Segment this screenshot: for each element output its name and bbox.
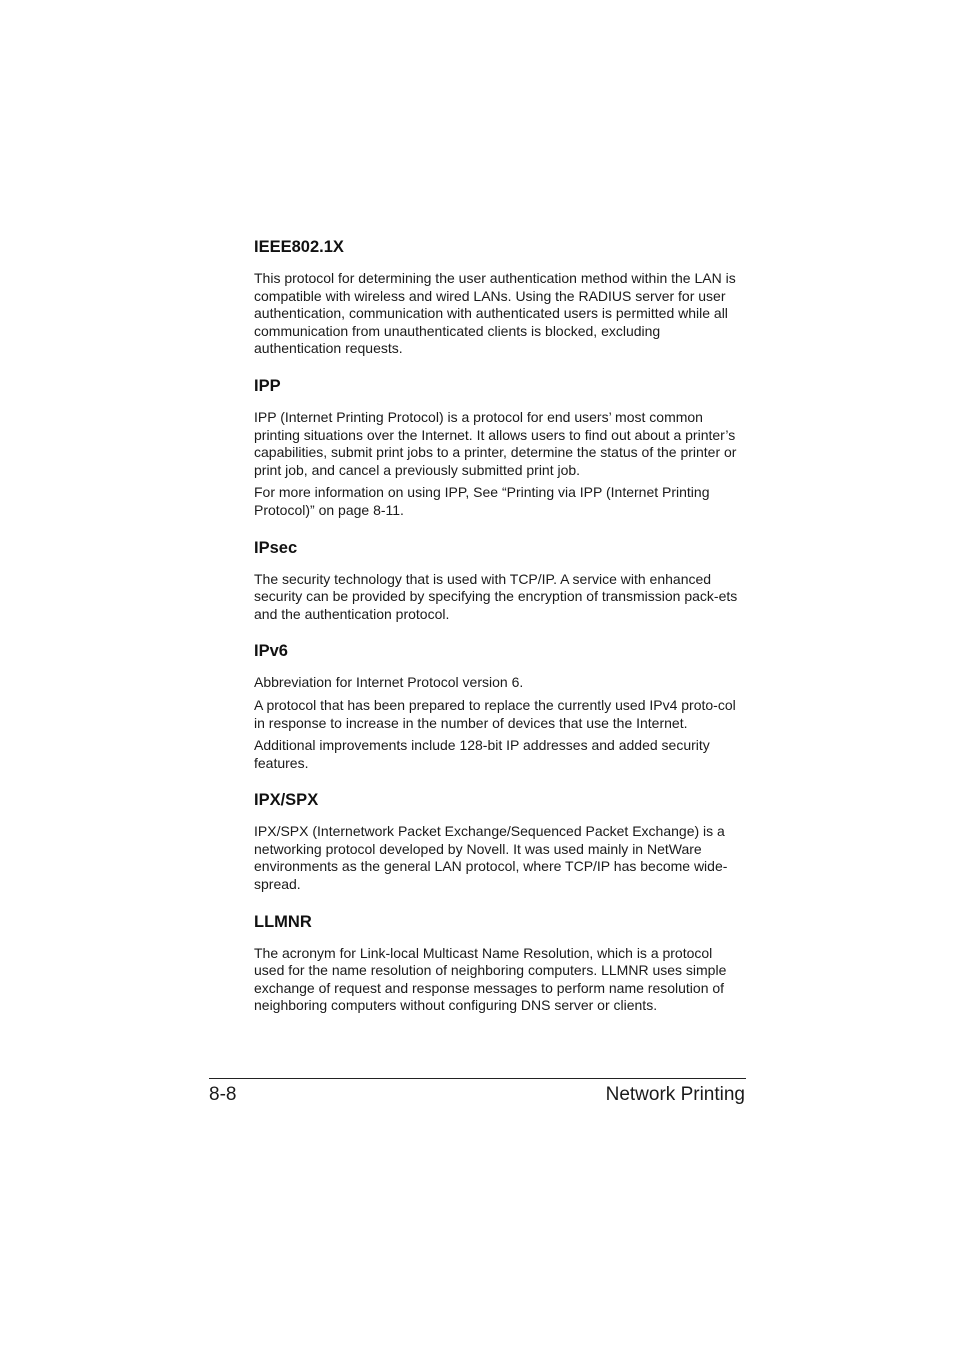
section-heading: IPP bbox=[254, 376, 281, 395]
section-heading: LLMNR bbox=[254, 912, 312, 931]
section-llmnr bbox=[254, 911, 746, 1015]
section-ipp bbox=[254, 375, 746, 520]
page-number: 8-8 bbox=[209, 1084, 237, 1105]
section-heading: IEEE802.1X bbox=[254, 238, 344, 256]
section-heading: IPv6 bbox=[254, 642, 288, 661]
section-ieee8021x bbox=[254, 236, 746, 358]
section-ipx-spx bbox=[254, 789, 746, 893]
section-ipv6 bbox=[254, 640, 746, 772]
section-paragraph: IPX/SPX (Internetwork Packet Exchange/Sequenced Packet Exchange) is a networking protocol developed by Novell. It was used mainly in NetWare environments as the general LAN protocol, where TCP/IP has become wide-spread. bbox=[254, 823, 728, 893]
chapter-title: Network Printing bbox=[605, 1084, 745, 1105]
section-paragraph: A protocol that has been prepared to replace the currently used IPv4 proto-col in response to increase in the number of devices that use the Internet. bbox=[254, 696, 736, 731]
glossary-content bbox=[254, 236, 746, 1032]
section-paragraph: Additional improvements include 128-bit IP addresses and added security features. bbox=[254, 737, 710, 771]
section-paragraph: This protocol for determining the user authentication method within the LAN is compatible with wireless and wired LANs. Using the RADIUS server for user authentication, communication with authenticated users is permitted while all communication from unauthenticated clients is blocked, excluding authentication requests. bbox=[254, 270, 736, 357]
section-heading: IPX/SPX bbox=[254, 791, 319, 810]
section-paragraph: Abbreviation for Internet Protocol version 6. bbox=[254, 674, 524, 691]
section-heading: IPsec bbox=[254, 538, 298, 557]
section-paragraph: The acronym for Link-local Multicast Name Resolution, which is a protocol used for the name resolution of neighboring computers. LLMNR uses simple exchange of request and response messages to perform name resolution of neighboring computers without configuring DNS server or clients. bbox=[254, 944, 727, 1014]
section-ipsec bbox=[254, 537, 746, 624]
section-paragraph: The security technology that is used with TCP/IP. A service with enhanced security can be provided by specifying the encryption of transmission pack-ets and the authentication protocol. bbox=[254, 570, 738, 622]
section-paragraph: IPP (Internet Printing Protocol) is a protocol for end users’ most common printing situations over the Internet. It allows users to find out about a printer’s capabilities, submit print jobs to a printer, determine the status of the printer or print job, and cancel a previously submitted print job. bbox=[254, 408, 737, 478]
page-footer bbox=[209, 1078, 746, 1105]
section-paragraph: For more information on using IPP, See “Printing via IPP (Internet Printing Protocol)” on page 8-11. bbox=[254, 484, 710, 518]
